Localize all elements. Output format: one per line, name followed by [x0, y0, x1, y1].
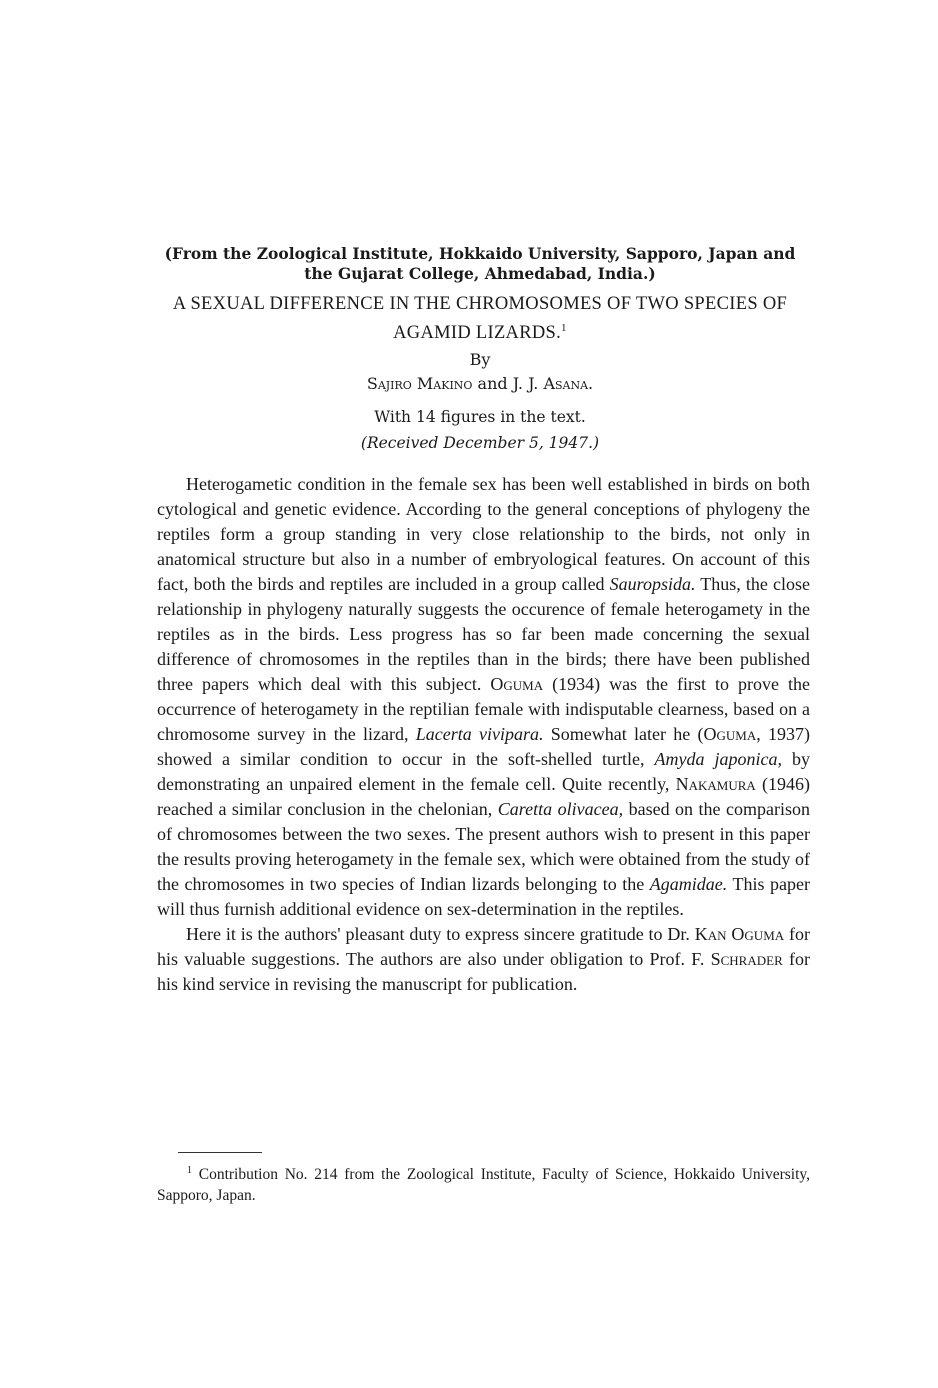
- species-lacerta-vivipara: Lacerta vivipara.: [415, 724, 544, 744]
- author-asana: Asana.: [543, 374, 594, 393]
- citation-oguma-1934: Oguma: [490, 674, 544, 694]
- citation-oguma-1937: Oguma: [703, 724, 757, 744]
- species-amyda-japonica: Amyda japonica,: [654, 749, 782, 769]
- p2-s2: for his valuable suggestions. The authors are also under obligation to Prof. F.: [157, 924, 810, 969]
- authors-conjunction: and: [477, 374, 508, 393]
- paragraph-1: [157, 472, 810, 922]
- p1-s2: Thus, the close relationship in phylogeny naturally suggests the occurence of female heterogamety in the reptiles as in the birds. Less progress has so far been made concerning the sexual difference of chromosomes in the reptiles than in the birds; there have been published three papers which deal with this subject.: [157, 574, 810, 694]
- p2-s1: Here it is the authors' pleasant duty to express sincere gratitude to Dr.: [186, 924, 695, 944]
- received-date: (Received December 5, 1947.): [360, 434, 600, 452]
- by-line: By: [469, 350, 491, 369]
- affiliation: (From the Zoological Institute, Hokkaido University, Sapporo, Japan and the Gujarat College, Ahmedabad, India.): [164, 244, 796, 283]
- family-agamidae: Agamidae.: [649, 874, 728, 894]
- figures-note: With 14 figures in the text.: [374, 408, 586, 426]
- species-caretta-olivacea: Caretta olivacea,: [497, 799, 624, 819]
- author-asana-initials: J. J.: [512, 374, 539, 393]
- footnote-divider: [178, 1152, 262, 1153]
- footnote-mark: 1: [187, 1165, 192, 1176]
- p1-s4: Somewhat later he (: [543, 724, 704, 744]
- p1-s5: , 1937) showed a similar condition to occur in the soft-shelled turtle,: [157, 724, 810, 769]
- body-text: [157, 472, 810, 997]
- name-schrader: Schrader: [710, 949, 783, 969]
- footnote-text: Contribution No. 214 from the Zoological Institute, Faculty of Science, Hokkaido University, Sapporo, Japan.: [157, 1166, 810, 1205]
- term-sauropsida: Sauropsida.: [609, 574, 696, 594]
- p1-s6: by demonstrating an unpaired element in the female cell. Quite recently,: [157, 749, 810, 794]
- p1-s9: This paper will thus furnish additional evidence on sex-determination in the reptiles.: [157, 874, 810, 919]
- name-kan-oguma: Kan Oguma: [694, 924, 785, 944]
- paper-title: [150, 292, 810, 345]
- p2-s3: for his kind service in revising the manuscript for publication.: [157, 949, 810, 994]
- authors-line: [150, 374, 810, 393]
- author-makino: Sajiro Makino: [366, 374, 473, 393]
- title-text: A SEXUAL DIFFERENCE IN THE CHROMOSOMES OF TWO SPECIES OF AGAMID LIZARDS.: [172, 294, 788, 344]
- paragraph-2: [157, 922, 810, 997]
- p1-s7: (1946) reached a similar conclusion in the chelonian,: [157, 774, 810, 819]
- title-footnote-mark: 1: [561, 322, 567, 334]
- p1-s3: (1934) was the first to prove the occurrence of heterogamety in the reptilian female with indisputable clearness, based on a chromosome survey in the lizard,: [157, 674, 810, 744]
- p1-s8: based on the comparison of chromosomes between the two sexes. The present authors wish to present in this paper the results proving heterogamety in the female sex, which were obtained from the study of the chromosomes in two species of Indian lizards belonging to the: [157, 799, 810, 894]
- footnote: [157, 1160, 810, 1206]
- p1-s1: Heterogametic condition in the female sex has been well established in birds on both cytological and genetic evidence. According to the general conceptions of phylogeny the reptiles form a group standing in very close relationship to the birds, not only in anatomical structure but also in a number of embryological features. On account of this fact, both the birds and reptiles are included in a group called: [157, 474, 810, 594]
- citation-nakamura-1946: Nakamura: [675, 774, 756, 794]
